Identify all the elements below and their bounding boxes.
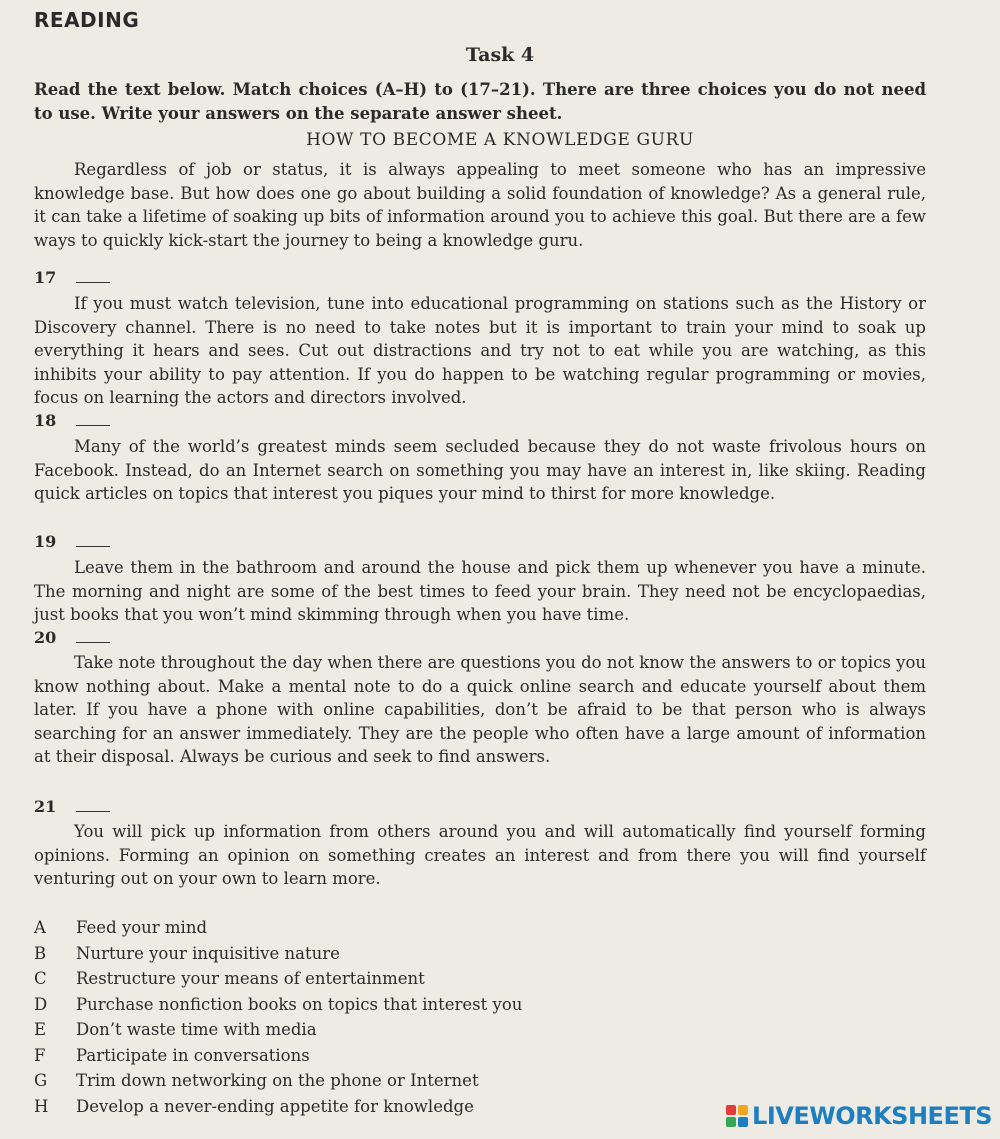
intro-paragraph: Regardless of job or status, it is always appealing to meet someone who has an impressive knowledge base. But how does one go about building a solid foundation of knowledge? As a general rule, it can take a lifetime of soaking up bits of information around you to achieve this goal. But there are a few ways to quickly kick-start the journey to being a knowledge guru. <box>34 160 926 250</box>
answer-blank-21[interactable] <box>76 799 110 812</box>
liveworksheets-logo-icon <box>726 1105 748 1127</box>
article-title: HOW TO BECOME A KNOWLEDGE GURU <box>306 130 694 150</box>
task-title: Task 4 <box>465 44 535 66</box>
paragraph-19: Leave them in the bathroom and around the house and pick them up whenever you have a minute. The morning and night are some of the best times to feed your brain. They need not be encyclopaedias, just books that you won’t mind skimming through when you have time. <box>34 558 926 624</box>
section-heading: READING <box>34 8 140 32</box>
question-number-18: 18 <box>34 411 110 430</box>
paragraph-20: Take note throughout the day when there are questions you do not know the answers to or topics you know nothing about. Make a mental note to do a quick online search and educate yourself about them later. If you have a phone with online capabilities, don’t be afraid to be that person who is always searching for an answer immediately. They are the people who often have a large amount of information at their disposal. Always be curious and seek to find answers. <box>34 653 927 766</box>
choice-h: H Develop a never-ending appetite for knowledge <box>34 1096 474 1116</box>
logo-square-blue <box>738 1117 748 1127</box>
choice-b: B Nurture your inquisitive nature <box>34 943 340 963</box>
choices-list <box>34 918 734 1122</box>
answer-blank-19[interactable] <box>76 534 110 547</box>
choice-c: C Restructure your means of entertainment <box>34 969 425 988</box>
liveworksheets-logo[interactable] <box>726 1101 992 1131</box>
choice-d: D Purchase nonfiction books on topics that interest you <box>34 994 523 1014</box>
logo-square-red <box>726 1105 736 1115</box>
question-number-20: 20 <box>34 628 110 647</box>
instructions: Read the text below. Match choices (A–H) to (17–21). There are three choices you do not need to use. Write your answers on the separate answer sheet. <box>34 80 926 123</box>
answer-blank-20[interactable] <box>76 630 110 643</box>
question-number-17: 17 <box>34 268 110 287</box>
answer-blank-18[interactable] <box>76 413 110 426</box>
logo-square-yellow <box>738 1105 748 1115</box>
choice-a: A Feed your mind <box>34 918 208 937</box>
choice-e: E Don’t waste time with media <box>34 1020 317 1039</box>
question-number-21: 21 <box>34 797 110 816</box>
question-number-19: 19 <box>34 532 110 551</box>
logo-text: LIVEWORKSHEETS <box>752 1102 992 1130</box>
logo-square-green <box>726 1117 736 1127</box>
paragraph-18: Many of the world’s greatest minds seem secluded because they do not waste frivolous hours on Facebook. Instead, do an Internet search on something you may have an interest in, like skiing. Reading quick articles on topics that interest you piques your mind to thirst for more knowledge. <box>34 437 926 503</box>
answer-blank-17[interactable] <box>76 270 110 283</box>
choice-g: G Trim down networking on the phone or Internet <box>34 1071 479 1090</box>
paragraph-21: You will pick up information from others around you and will automatically find yourself forming opinions. Forming an opinion on something creates an interest and from there you will find yourself venturing out on your own to learn more. <box>34 822 926 888</box>
choice-f: F Participate in conversations <box>34 1045 310 1065</box>
paragraph-17: If you must watch television, tune into educational programming on stations such as the History or Discovery channel. There is no need to take notes but it is important to train your mind to soak up everything it hears and sees. Cut out distractions and try not to eat while you are watching, as this inhibits your ability to pay attention. If you do happen to be watching regular programming or movies, focus on learning the actors and directors involved. <box>34 294 926 407</box>
